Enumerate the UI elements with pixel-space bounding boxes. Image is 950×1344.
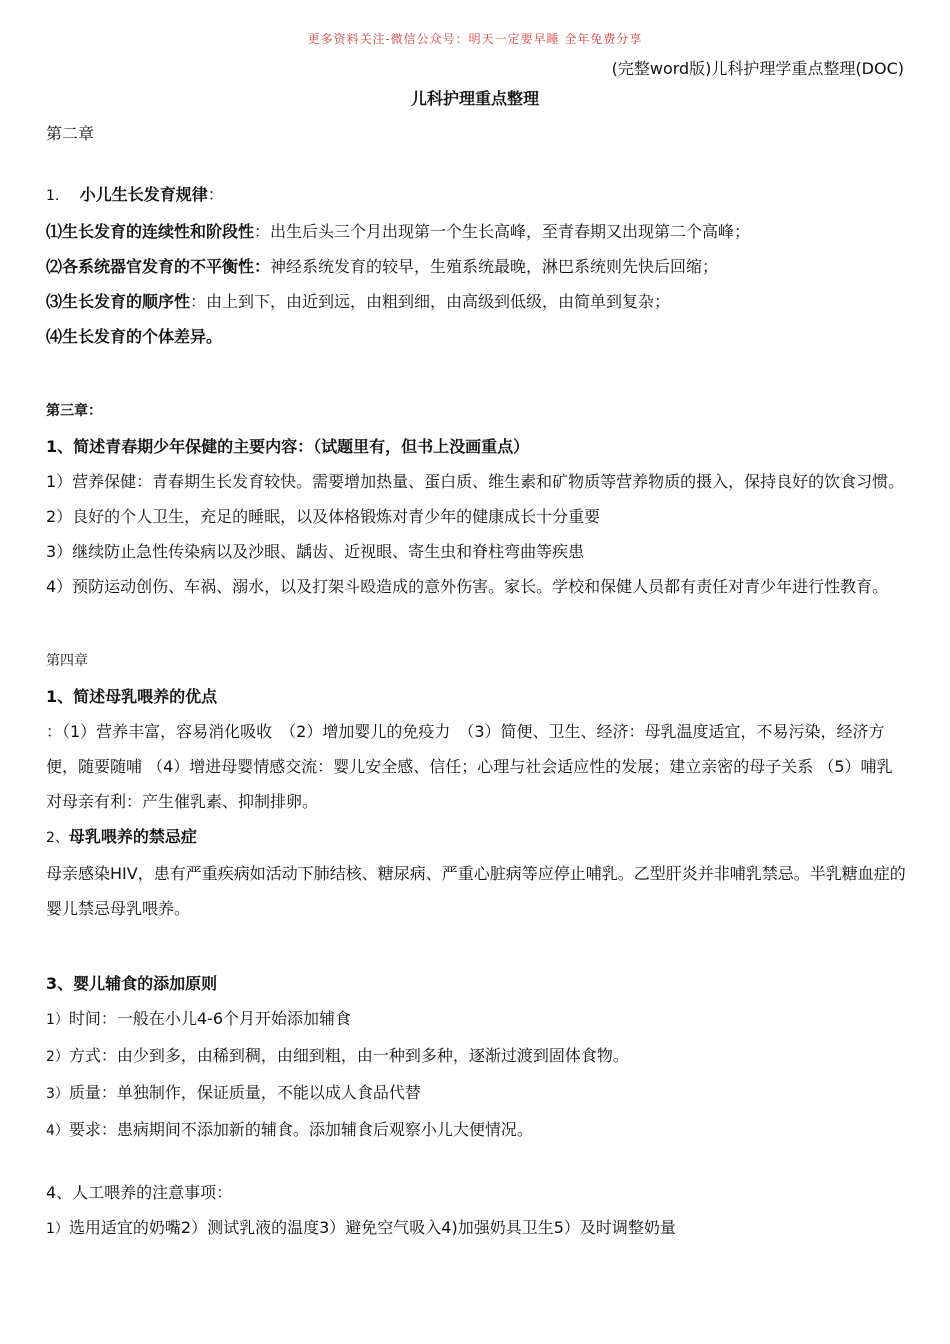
ch4-question-3: [46, 966, 908, 1001]
ch4-q1-body: ：（1）营养丰富，容易消化吸收 （2）增加婴儿的免疫力 （3）简便、卫生、经济：母乳温度适宜，不易污染，经济方便，随要随哺 （4）增进母婴情感交流：婴儿安全感、信任；心理与社会适应性的发展；建立亲密的母子关系 （5）哺乳对母亲有利：产生催乳素、抑制排卵。: [46, 722, 893, 811]
ch4-question-2: [46, 819, 908, 856]
ch2-q1-number: 1.: [46, 188, 60, 204]
ch4-q3-item-4: [46, 1112, 908, 1149]
ch4-q3-item-3: [46, 1075, 908, 1112]
chapter-2-heading: 第二章: [46, 124, 95, 143]
document-body: [46, 116, 908, 1247]
ch2-item-1-label: ⑴生长发育的连续性和阶段性: [46, 222, 255, 241]
ch4-q3-item-2-text: 方式：由少到多，由稀到稠，由细到粗，由一种到多种，逐渐过渡到固体食物。: [68, 1046, 629, 1065]
ch4-q4-text: 选用适宜的奶嘴2）测试乳液的温度3）避免空气吸入4)加强奶具卫生5）及时调整奶量: [68, 1218, 676, 1237]
ch2-q1-colon: ：: [207, 185, 224, 204]
ch3-paragraph-4: 4）预防运动创伤、车祸、溺水，以及打架斗殴造成的意外伤害。家长。学校和保健人员都有责任对青少年进行性教育。: [46, 577, 889, 596]
ch2-item-4-label: ⑷生长发育的个体差异。: [46, 327, 223, 346]
ch2-item-4: [46, 319, 908, 354]
ch2-item-1-text: ：出生后头三个月出现第一个生长高峰，至青春期又出现第二个高峰；: [254, 222, 751, 241]
ch2-item-3-text: ：由上到下，由近到远，由粗到细，由高级到低级，由简单到复杂；: [190, 292, 671, 311]
chapter-3-heading: [46, 394, 908, 429]
ch4-q4-body: [46, 1210, 908, 1247]
ch2-item-3-label: ⑶生长发育的顺序性: [46, 292, 191, 311]
ch4-question-1: [46, 679, 908, 714]
ch4-q3-item-1: [46, 1001, 908, 1038]
ch3-paragraph-2: 2）良好的个人卫生，充足的睡眠，以及体格锻炼对青少年的健康成长十分重要: [46, 507, 601, 526]
ch4-q2-number: 2、: [46, 830, 69, 846]
ch2-item-2-label: ⑵各系统器官发育的不平衡性：: [46, 257, 271, 276]
ch4-q3-item-3-text: 质量：单独制作，保证质量，不能以成人食品代替: [68, 1083, 421, 1102]
ch2-question-1: [46, 177, 908, 214]
ch4-q3-item-2-number: 2）: [46, 1049, 69, 1065]
chapter-3-heading-text: 第三章：: [46, 403, 102, 419]
ch4-q2-body: 母亲感染HIV，患有严重疾病如活动下肺结核、糖尿病、严重心脏病等应停止哺乳。乙型肝炎并非哺乳禁忌。半乳糖血症的婴儿禁忌母乳喂养。: [46, 864, 906, 918]
ch4-q3-item-1-text: 时间：一般在小儿4-6个月开始添加辅食: [68, 1009, 352, 1028]
ch4-q3-title: 3、婴儿辅食的添加原则: [46, 974, 218, 993]
ch4-q3-item-4-number: 4）: [46, 1123, 69, 1139]
ch4-q3-item-2: [46, 1038, 908, 1075]
ch4-q2-title: 母乳喂养的禁忌症: [68, 827, 197, 846]
ch2-q1-title: 小儿生长发育规律: [79, 185, 208, 204]
ch3-paragraph-3: 3）继续防止急性传染病以及沙眼、龋齿、近视眼、寄生虫和脊柱弯曲等疾患: [46, 542, 585, 561]
ch4-q1-title: 1、简述母乳喂养的优点: [46, 687, 218, 706]
ch3-paragraph-1: 1）营养保健：青春期生长发育较快。需要增加热量、蛋白质、维生素和矿物质等营养物质的摄入，保持良好的饮食习惯。: [46, 472, 905, 491]
ch4-q4-number: 1）: [46, 1221, 69, 1237]
ch2-item-2: [46, 249, 908, 284]
ch4-q3-item-3-number: 3）: [46, 1086, 69, 1102]
promo-banner: 更多资料关注-微信公众号：明天一定要早睡 全年免费分享: [307, 32, 643, 46]
chapter-4-heading: 第四章: [46, 653, 88, 669]
ch4-q3-item-1-number: 1）: [46, 1012, 69, 1028]
ch2-item-3: [46, 284, 908, 319]
ch2-item-2-text: 神经系统发育的较早，生殖系统最晚，淋巴系统则先快后回缩；: [270, 257, 719, 276]
ch3-question-1: [46, 429, 908, 464]
ch4-q3-item-4-text: 要求：患病期间不添加新的辅食。添加辅食后观察小儿大便情况。: [68, 1120, 533, 1139]
document-title: 儿科护理重点整理: [410, 89, 539, 108]
ch4-question-4: 4、人工喂养的注意事项：: [46, 1183, 233, 1202]
ch3-q1-title: 1、简述青春期少年保健的主要内容：（试题里有，但书上没画重点）: [46, 437, 530, 456]
document-header-title: (完整word版)儿科护理学重点整理(DOC): [611, 59, 904, 78]
ch2-item-1: [46, 214, 908, 249]
